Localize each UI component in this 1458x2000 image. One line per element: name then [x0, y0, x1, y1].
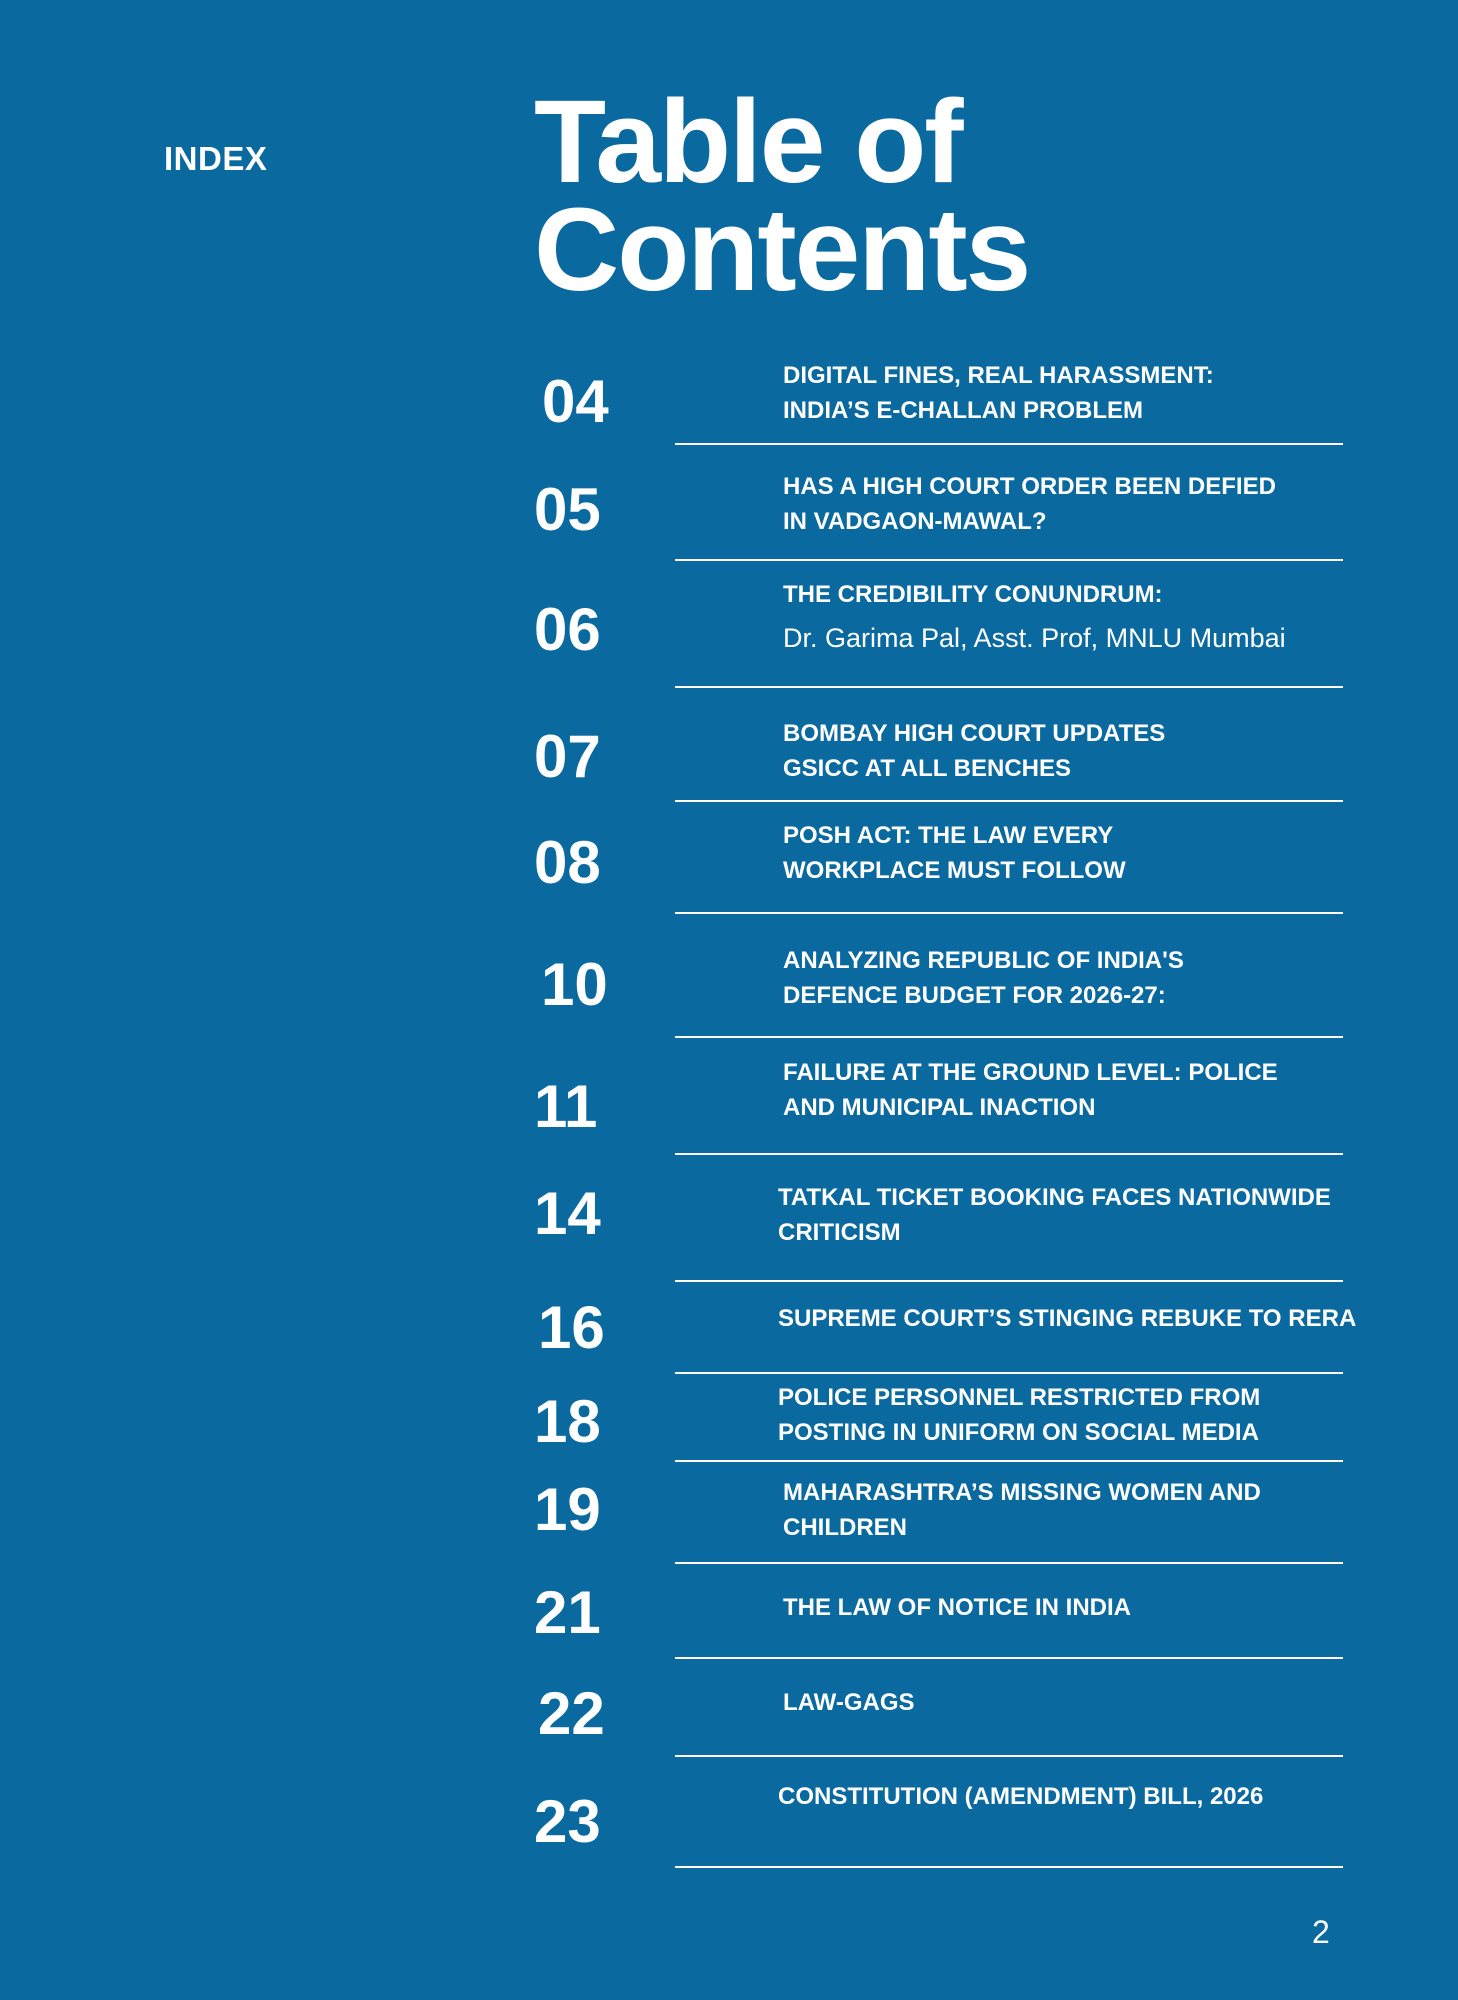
toc-title: [783, 1475, 1343, 1545]
toc-title: [783, 716, 1343, 786]
toc-title: [778, 1380, 1338, 1450]
toc-title-line: POLICE PERSONNEL RESTRICTED FROM: [778, 1384, 1261, 1411]
toc-divider: [675, 1036, 1343, 1038]
toc-divider: [675, 1562, 1343, 1564]
toc-page-number: 14: [534, 1180, 601, 1247]
toc-divider: [675, 1657, 1343, 1659]
toc-page-number: 05: [534, 476, 601, 543]
toc-title-line: FAILURE AT THE GROUND LEVEL: POLICE: [783, 1059, 1278, 1086]
toc-divider: [675, 559, 1343, 561]
toc-title-line: IN VADGAON-MAWAL?: [783, 508, 1047, 535]
toc-title: [783, 358, 1343, 428]
toc-title-line: HAS A HIGH COURT ORDER BEEN DEFIED: [783, 473, 1276, 500]
toc-divider: [675, 1372, 1343, 1374]
toc-title: [778, 1779, 1338, 1814]
toc-page-number: 11: [534, 1073, 598, 1140]
toc-page-number: 10: [541, 951, 608, 1018]
page-title: [534, 76, 1030, 316]
toc-divider: [675, 912, 1343, 914]
toc-title: [783, 1590, 1343, 1625]
toc-title: [778, 1301, 1357, 1336]
toc-title: [783, 469, 1343, 539]
toc-page-number: 23: [534, 1788, 601, 1855]
toc-title: [778, 1180, 1338, 1250]
toc-title: [783, 1055, 1343, 1125]
page-title-line-1: Table of: [534, 76, 962, 208]
toc-title-line: INDIA’S E-CHALLAN PROBLEM: [783, 397, 1143, 424]
toc-title-line: ANALYZING REPUBLIC OF INDIA'S: [783, 947, 1184, 974]
toc-page-number: 16: [538, 1294, 605, 1361]
toc-title-line: MAHARASHTRA’S MISSING WOMEN AND: [783, 1479, 1261, 1506]
toc-title: [783, 818, 1343, 888]
toc-divider: [675, 443, 1343, 445]
toc-page-number: 22: [538, 1680, 605, 1747]
toc-title-line: TATKAL TICKET BOOKING FACES NATIONWIDE: [778, 1184, 1331, 1211]
toc-divider: [675, 686, 1343, 688]
toc-page-number: 06: [534, 596, 601, 663]
toc-title-line: BOMBAY HIGH COURT UPDATES: [783, 720, 1166, 747]
toc-title-line: CRITICISM: [778, 1219, 901, 1246]
toc-page-number: 08: [534, 829, 601, 896]
toc-title-line: CHILDREN: [783, 1514, 907, 1541]
toc-title-line: THE CREDIBILITY CONUNDRUM:: [783, 581, 1163, 608]
toc-title: [783, 943, 1343, 1013]
toc-title-line: CONSTITUTION (AMENDMENT) BILL, 2026: [778, 1783, 1264, 1810]
toc-divider: [675, 1866, 1343, 1868]
toc-title-line: POSH ACT: THE LAW EVERY: [783, 822, 1114, 849]
toc-title-line: DIGITAL FINES, REAL HARASSMENT:: [783, 362, 1214, 389]
toc-title-line: SUPREME COURT’S STINGING REBUKE TO RERA: [778, 1305, 1357, 1332]
toc-title-line: LAW-GAGS: [783, 1689, 915, 1716]
toc-divider: [675, 1755, 1343, 1757]
toc-divider: [675, 1460, 1343, 1462]
toc-title-line: THE LAW OF NOTICE IN INDIA: [783, 1594, 1131, 1621]
toc-page-number: 04: [542, 368, 609, 435]
toc-divider: [675, 1153, 1343, 1155]
toc-title-line: AND MUNICIPAL INACTION: [783, 1094, 1096, 1121]
toc-title-line: POSTING IN UNIFORM ON SOCIAL MEDIA: [778, 1419, 1259, 1446]
toc-divider: [675, 800, 1343, 802]
toc-title-line: WORKPLACE MUST FOLLOW: [783, 857, 1126, 884]
toc-author: Dr. Garima Pal, Asst. Prof, MNLU Mumbai: [783, 623, 1286, 653]
toc-page-number: 19: [534, 1476, 601, 1543]
page-number: 2: [1312, 1914, 1330, 1950]
page-title-line-2: Contents: [534, 184, 1030, 316]
toc-page-number: 18: [534, 1388, 601, 1455]
toc-title-line: GSICC AT ALL BENCHES: [783, 755, 1072, 782]
toc-title: [783, 577, 1343, 656]
toc-page-number: 21: [534, 1579, 601, 1646]
toc-page-number: 07: [534, 723, 601, 790]
toc-divider: [675, 1280, 1343, 1282]
index-label: INDEX: [164, 140, 268, 177]
toc-title: [783, 1685, 1343, 1720]
toc-title-line: DEFENCE BUDGET FOR 2026-27:: [783, 982, 1166, 1009]
